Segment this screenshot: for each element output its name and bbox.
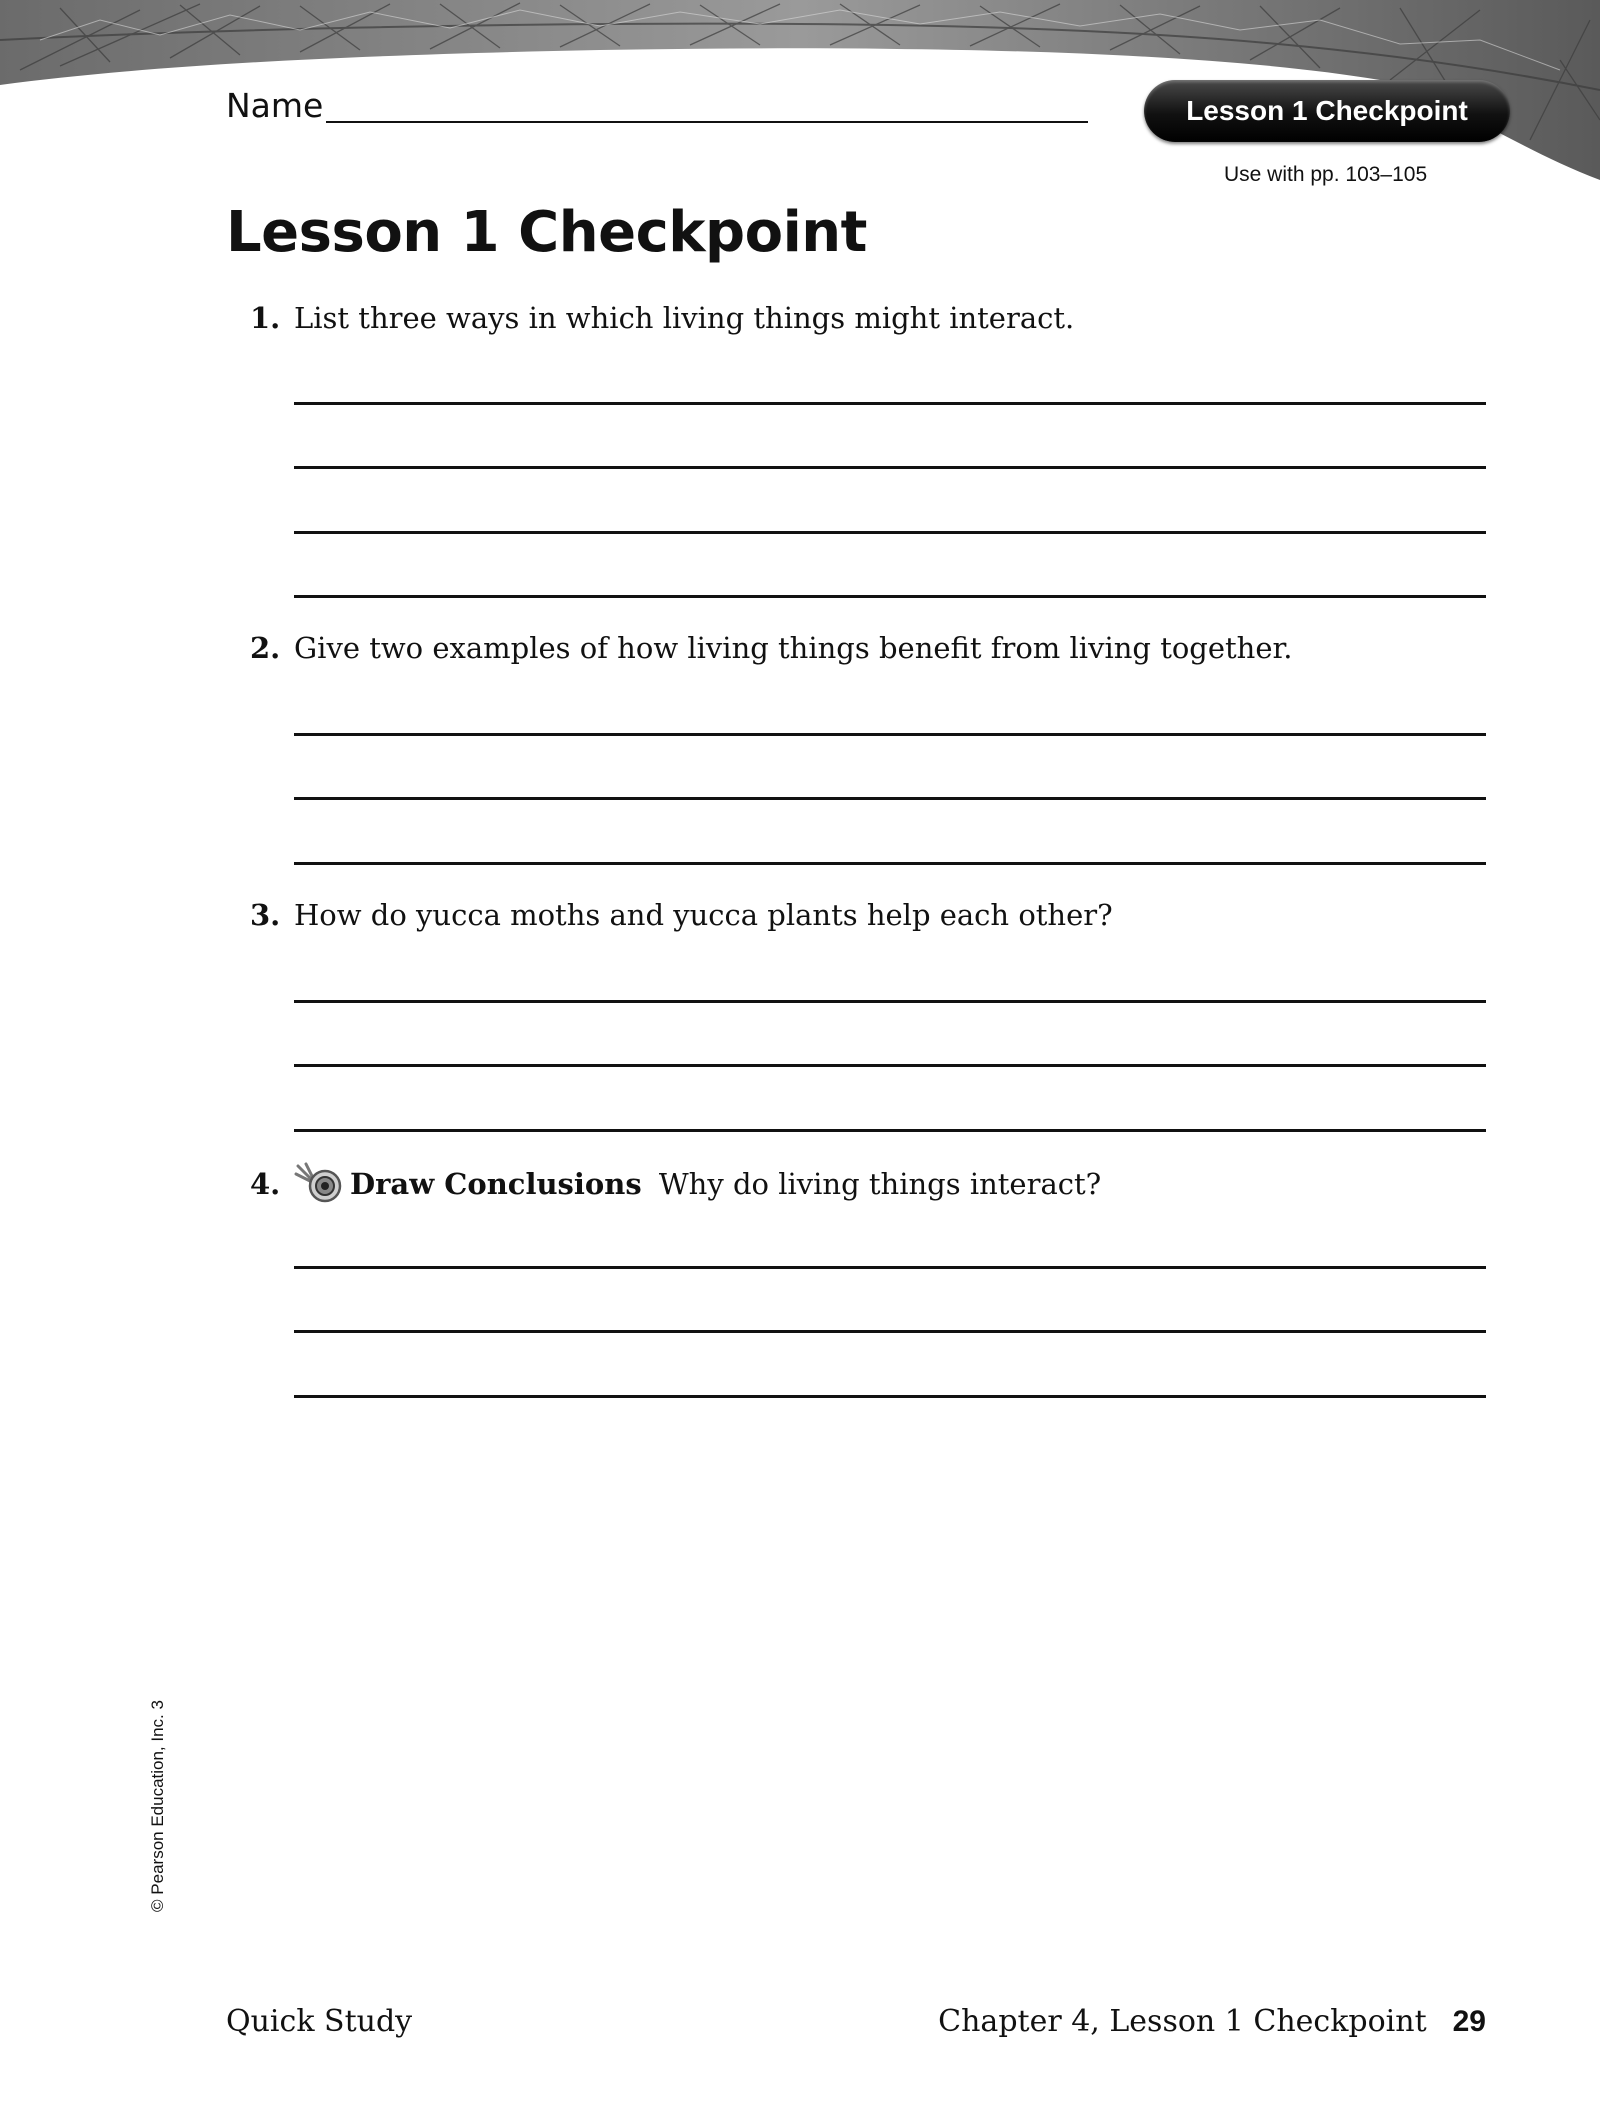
answer-line[interactable]: [294, 1395, 1486, 1398]
question-number: 3.: [250, 898, 281, 932]
footer-book-title: Quick Study: [226, 2004, 413, 2039]
target-icon: [294, 1162, 344, 1204]
use-with-pages: Use with pp. 103–105: [1224, 163, 1428, 186]
strategy-label: Draw Conclusions: [350, 1167, 642, 1201]
answer-line[interactable]: [294, 466, 1486, 469]
question-text: How do yucca moths and yucca plants help each other?: [294, 898, 1113, 932]
question-2: [250, 628, 1490, 668]
question-number: 4.: [250, 1167, 281, 1201]
answer-line[interactable]: [294, 1000, 1486, 1003]
footer-chapter: [938, 2004, 1486, 2039]
question-number: 1.: [250, 301, 281, 335]
answer-line[interactable]: [294, 531, 1486, 534]
answer-line[interactable]: [294, 862, 1486, 865]
lesson-checkpoint-badge: Lesson 1 Checkpoint: [1144, 80, 1510, 142]
answer-line[interactable]: [294, 595, 1486, 598]
copyright-notice: © Pearson Education, Inc. 3: [148, 1700, 167, 1912]
question-text: Why do living things interact?: [658, 1167, 1102, 1201]
question-text: Give two examples of how living things benefit from living together.: [294, 631, 1293, 665]
answer-line[interactable]: [294, 402, 1486, 405]
answer-line[interactable]: [294, 1129, 1486, 1132]
footer-chapter-label: Chapter 4, Lesson 1 Checkpoint: [938, 2004, 1427, 2039]
question-number: 2.: [250, 631, 281, 665]
answer-line[interactable]: [294, 797, 1486, 800]
question-3: [250, 895, 1490, 935]
question-4: [250, 1162, 1490, 1204]
page-title: Lesson 1 Checkpoint: [226, 200, 867, 265]
answer-line[interactable]: [294, 1064, 1486, 1067]
answer-line[interactable]: [294, 733, 1486, 736]
page-number: 29: [1452, 2005, 1486, 2038]
name-write-line[interactable]: [326, 121, 1088, 123]
answer-line[interactable]: [294, 1266, 1486, 1269]
name-label: Name: [226, 86, 324, 125]
question-1: [250, 298, 1490, 338]
answer-line[interactable]: [294, 1330, 1486, 1333]
question-text: List three ways in which living things might interact.: [294, 301, 1075, 335]
